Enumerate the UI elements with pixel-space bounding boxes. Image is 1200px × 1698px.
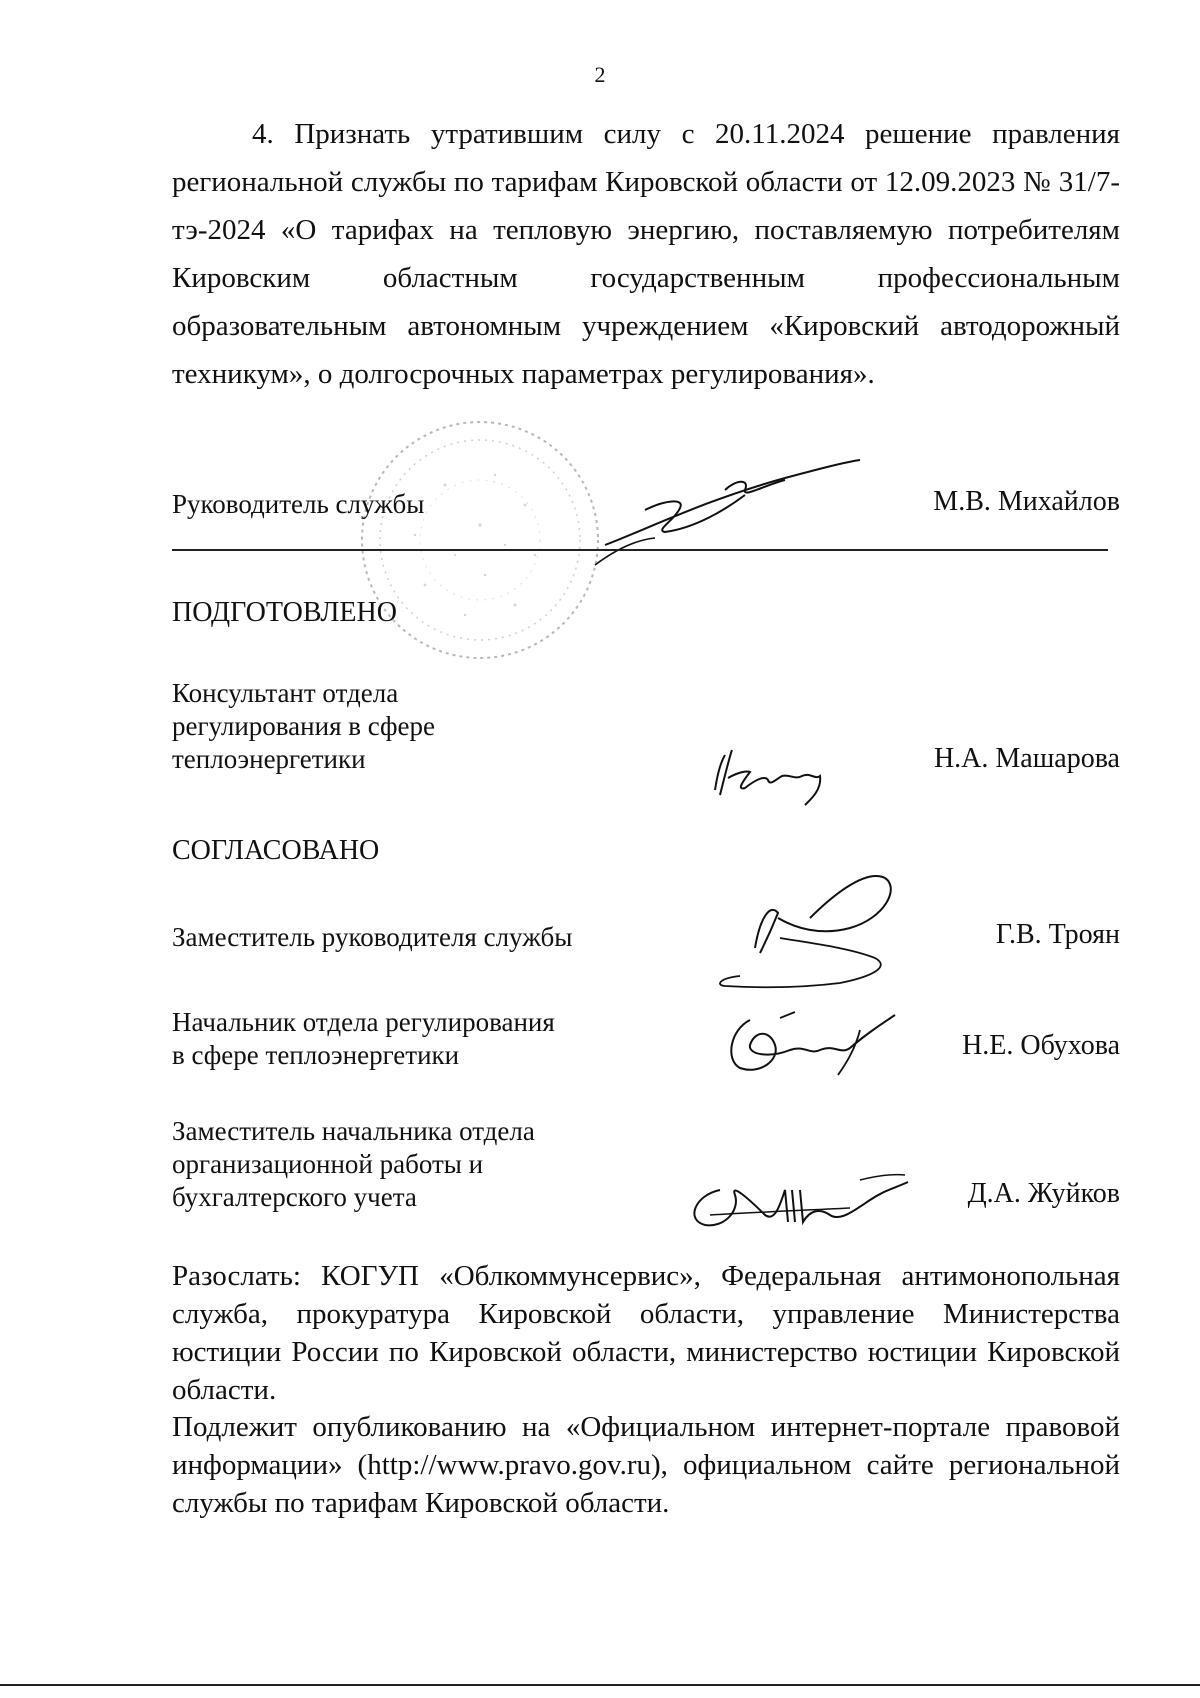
prepared-heading: ПОДГОТОВЛЕНО xyxy=(172,597,397,628)
position-line: регулирования в сфере xyxy=(172,711,436,741)
troyan-signature-image xyxy=(700,858,910,1008)
position-line: в сфере теплоэнергетики xyxy=(172,1040,460,1070)
position-line: Заместитель руководителя службы xyxy=(172,922,573,952)
position-line: Заместитель начальника отдела xyxy=(172,1116,535,1146)
position-line: бухгалтерского учета xyxy=(172,1182,417,1212)
approver-2-position xyxy=(172,1006,555,1072)
approver-3-position xyxy=(172,1115,535,1214)
signature-divider xyxy=(172,549,1108,551)
approver-2-name: Н.Е. Обухова xyxy=(962,1030,1120,1061)
position-line: организационной работы и xyxy=(172,1149,484,1179)
approver-1-name: Г.В. Троян xyxy=(995,919,1120,950)
head-signature-image xyxy=(585,450,870,570)
obukhova-signature-image xyxy=(720,1000,905,1080)
approved-heading: СОГЛАСОВАНО xyxy=(172,835,380,866)
paragraph-4: 4. Признать утратившим силу с 20.11.2024 решение правления региональной службы по тарифам Кировской области от 12.09.2023 № 31/7-тэ-2024 «О тарифах на тепловую энергию, поставляемую потребителям Кировским областным государственным профессиональным образовательным автономным учреждением «Кировский автодорожный техникум», о долгосрочных параметрах регулирования». xyxy=(172,118,1120,390)
masharova-signature-image xyxy=(710,740,840,810)
head-name: М.В. Михайлов xyxy=(933,486,1120,517)
prepared-position xyxy=(172,677,435,776)
bottom-edge-line xyxy=(0,1684,1200,1686)
position-line: Начальник отдела регулирования xyxy=(172,1007,555,1037)
approver-3-name: Д.А. Жуйков xyxy=(967,1178,1120,1209)
zhuykov-signature-image xyxy=(680,1160,915,1240)
distribution-list: Разослать: КОГУП «Облкоммунсервис», Федеральная антимонопольная служба, прокуратура Кировской области, управление Министерства юстиции России по Кировской области, министерство юстиции Кировской области. xyxy=(172,1260,1120,1406)
page-number: 2 xyxy=(594,62,606,87)
position-line: Консультант отдела xyxy=(172,678,399,708)
approver-1-position xyxy=(172,921,572,953)
position-line: теплоэнергетики xyxy=(172,744,366,774)
head-position: Руководитель службы xyxy=(172,489,425,519)
prepared-name: Н.А. Машарова xyxy=(933,743,1120,774)
publication-note: Подлежит опубликованию на «Официальном интернет-портале правовой информации» (http://www.pravo.gov.ru), официальном сайте региональной службы по тарифам Кировской области. xyxy=(172,1411,1120,1519)
